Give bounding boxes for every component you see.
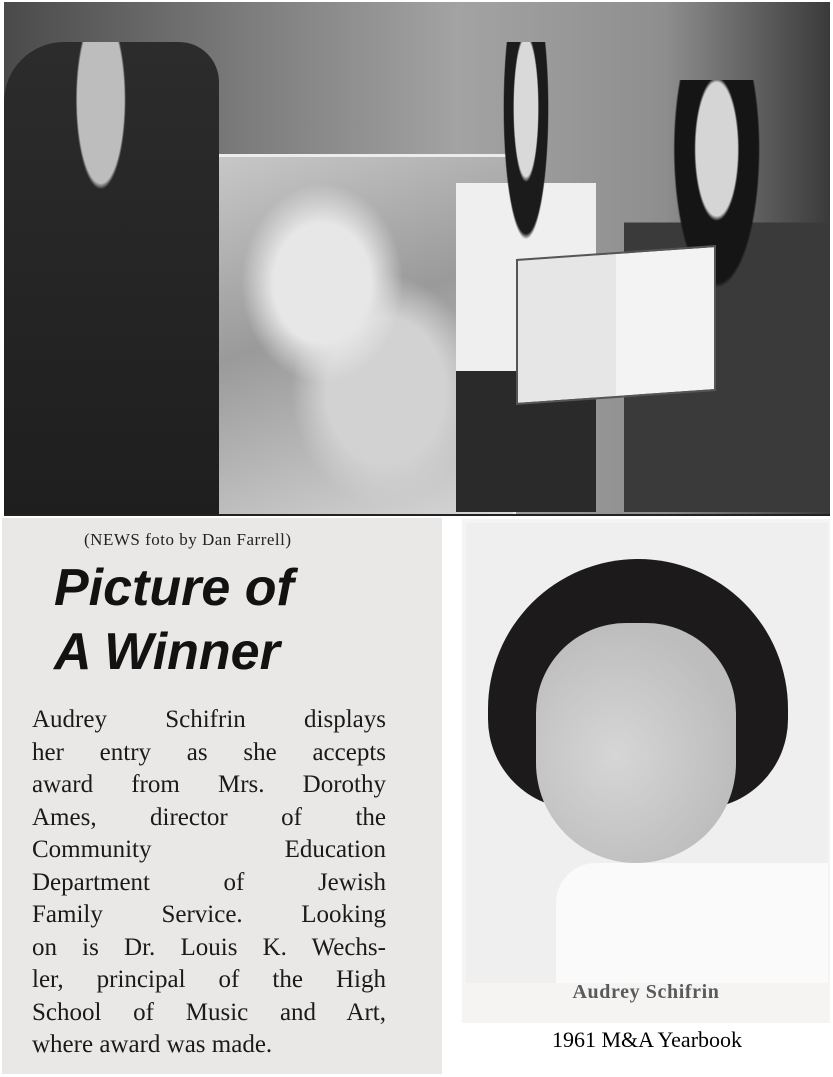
body-line: Family Service. Looking (32, 901, 386, 928)
body-line: where award was made. (32, 1031, 273, 1058)
article-body (32, 704, 386, 1062)
award-folder (516, 245, 716, 405)
headline-line-1: Picture of (54, 559, 294, 617)
newspaper-clipping (2, 518, 442, 1074)
body-line: her entry as she accepts (32, 738, 386, 766)
yearbook-name: Audrey Schifrin (572, 981, 720, 1003)
body-line: Department of Jewish (32, 868, 386, 896)
portrait-image (466, 523, 828, 983)
body-line: award from Mrs. Dorothy (32, 771, 386, 798)
body-line: ler, principal of the High (32, 966, 386, 993)
headline-line-2: A Winner (54, 623, 280, 681)
news-photo (4, 2, 830, 516)
portrait-collar (556, 863, 828, 983)
portrait-face (536, 623, 736, 863)
body-line: School of Music and Art, (32, 998, 386, 1026)
body-line: Ames, director of the (32, 803, 386, 831)
photo-credit: (NEWS foto by Dan Farrell) (84, 530, 292, 549)
body-line: Community Education (32, 836, 386, 863)
yearbook-photo (462, 519, 830, 1023)
body-line: on is Dr. Louis K. Wechs- (32, 933, 386, 961)
yearbook-label: 1961 M&A Yearbook (551, 1027, 743, 1052)
headline (54, 556, 394, 684)
body-line: Audrey Schifrin displays (32, 706, 386, 733)
man-figure (4, 42, 219, 516)
